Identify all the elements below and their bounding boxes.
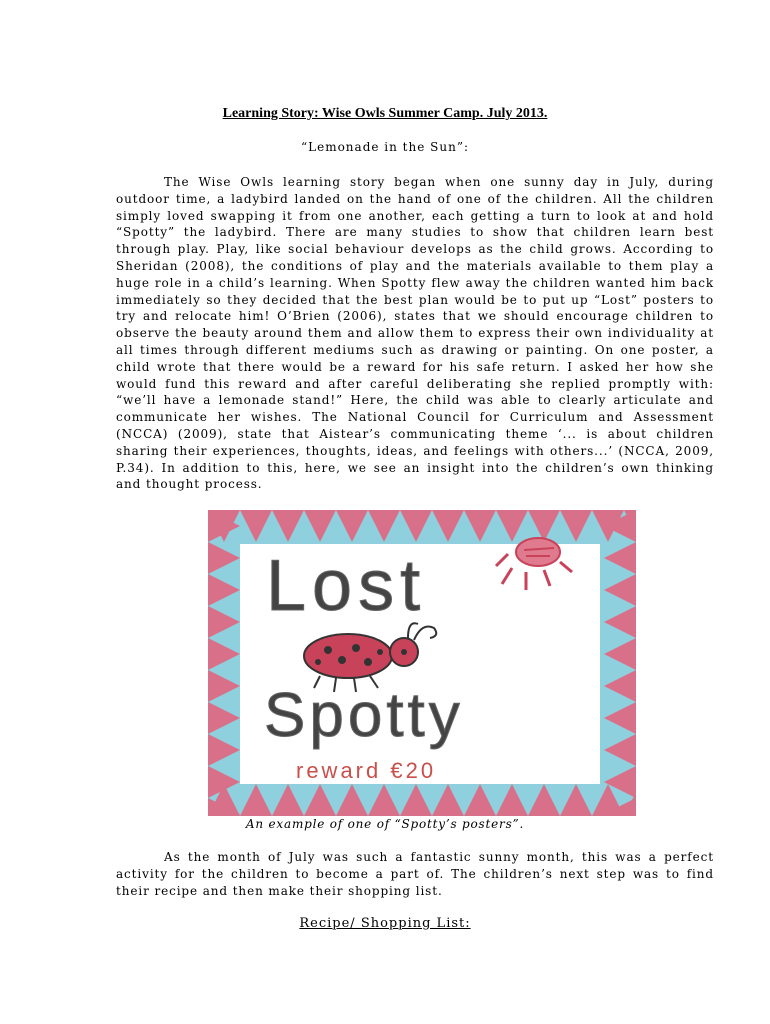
poster-word-lost: Lost — [266, 546, 427, 626]
recipe-heading: Recipe/ Shopping List: — [299, 916, 471, 931]
lost-spotty-poster-image — [208, 510, 636, 816]
poster-drawing — [208, 510, 636, 816]
poster-reward-text: reward €20 — [296, 758, 437, 783]
paragraph-july-text: As the month of July was such a fantastic sunny month, this was a perfect activity for the children to become a part of. The children’s next step was to find their recipe and then make their shopping list. — [116, 850, 714, 898]
poster-caption: An example of one of “Spotty’s posters”. — [245, 817, 525, 831]
document-title: Learning Story: Wise Owls Summer Camp. July 2013. — [222, 106, 548, 121]
paragraph-intro — [116, 174, 714, 493]
poster-word-spotty: Spotty — [264, 681, 464, 750]
paragraph-july — [116, 849, 714, 899]
story-subtitle: “Lemonade in the Sun”: — [301, 140, 469, 154]
paragraph-intro-text: The Wise Owls learning story began when one sunny day in July, during outdoor time, a ladybird landed on the hand of one of the children. All the children simply loved swapping it from one another, each getting a turn to look at and hold “Spotty” the ladybird. There are many studies to show that children learn best through play. Play, like social behaviour develops as the child grows. According to Sheridan (2008), the conditions of play and the materials available to them play a huge role in a child’s learning. When Spotty flew away the children wanted him back immediately so they decided that the best plan would be to put up “Lost” posters to try and relocate him! O’Brien (2006), states that we should encourage children to observe the beauty around them and allow them to express their own individuality at all times through different mediums such as drawing or painting. On one poster, a child wrote that there would be a reward for his safe return. I asked her how she would fund this reward and after careful deliberating she replied promptly with: “we’ll have a lemonade stand!” Here, the child was able to clearly articulate and communicate her wishes. The National Council for Curriculum and Assessment (NCCA) (2009), state that Aistear’s communicating theme ‘... is about children sharing their experiences, thoughts, ideas, and feelings with others...’ (NCCA, 2009, P.34). In addition to this, here, we see an insight into the children’s own thinking and thought process. — [116, 175, 714, 492]
